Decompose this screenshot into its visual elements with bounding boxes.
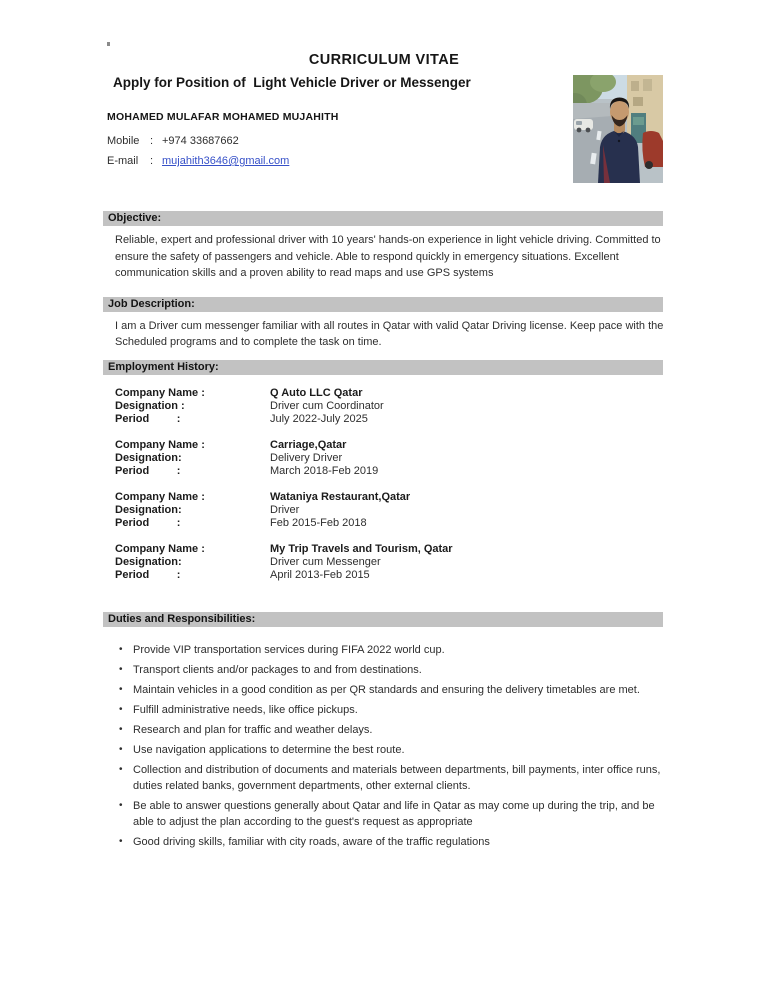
employment-row [115,452,768,465]
email-label: E-mail [107,155,139,167]
employment-row [115,556,768,569]
field-label: Designation: [115,503,182,516]
duty-text: Good driving skills, familiar with city roads, aware of the traffic regulations [133,835,490,848]
bullet-icon: • [119,723,123,735]
employment-row [115,439,768,452]
bullet-icon: • [119,763,123,775]
section-heading-employment-history: Employment History: [103,360,663,375]
bullet-icon: • [119,743,123,755]
field-label: Designation: [115,451,182,464]
duty-item [119,682,673,698]
duty-item [119,702,673,718]
field-value-company: My Trip Travels and Tourism, Qatar [270,542,453,555]
duty-text: Collection and distribution of documents and materials between departments, bill payments, inter office runs, duties related banks, government departments, other external clients. [133,763,661,792]
duty-item [119,834,673,850]
mobile-row [107,131,768,151]
duty-text: Be able to answer questions generally about Qatar and life in Qatar as may come up during the trip, and be able to adjust the plan according to the guest's request as appropriate [133,799,655,828]
employment-row [115,400,768,413]
bullet-icon: • [119,643,123,655]
employment-row [115,387,768,400]
duty-text: Research and plan for traffic and weather delays. [133,723,373,736]
field-value-company: Carriage,Qatar [270,438,347,451]
objective-text: Reliable, expert and professional driver with 10 years' hands-on experience in light vehicle driving. Committed to ensure the safety of passengers and vehicle. Able to respond quickly in emergency situations. Excellent communication skills and a proven ability to read maps and use GPS systems [115,234,661,279]
bullet-icon: • [119,683,123,695]
field-label: Company Name : [115,542,205,555]
section-heading-duties: Duties and Responsibilities: [103,612,663,627]
email-separator: : [150,155,154,167]
mobile-separator: : [150,135,154,147]
applicant-name: MOHAMED MULAFAR MOHAMED MUJAHITH [107,111,339,123]
field-value-company: Wataniya Restaurant,Qatar [270,490,411,503]
duty-text: Use navigation applications to determine the best route. [133,743,405,756]
employment-entry [115,543,768,582]
duty-text: Fulfill administrative needs, like office pickups. [133,703,358,716]
bullet-icon: • [119,703,123,715]
employment-row [115,504,768,517]
field-value-designation: Driver cum Coordinator [270,399,384,412]
employment-entry [115,387,768,426]
field-value-period: July 2022-July 2025 [270,412,368,425]
duty-text: Maintain vehicles in a good condition as per QR standards and ensuring the delivery timetables are met. [133,683,640,696]
field-value-designation: Delivery Driver [270,451,343,464]
field-label: Designation: [115,555,182,568]
position-subtitle: Apply for Position of Light Vehicle Driver or Messenger [113,75,471,90]
duty-text: Transport clients and/or packages to and from destinations. [133,663,422,676]
street-portrait-illustration [573,75,663,183]
duty-item [119,662,673,678]
section-heading-job-description: Job Description: [103,297,663,312]
stray-mark [107,42,110,46]
duties-list [119,642,673,850]
employment-entry [115,439,768,478]
job-description-text: I am a Driver cum messenger familiar with all routes in Qatar with valid Qatar Driving license. Keep pace with the Scheduled programs and to complete the task on time. [115,319,664,348]
field-label: Company Name : [115,438,205,451]
email-row [107,151,768,171]
field-value-period: April 2013-Feb 2015 [270,568,370,581]
section-heading-objective: Objective: [103,211,663,226]
field-label: Company Name : [115,490,205,503]
field-value-company: Q Auto LLC Qatar [270,386,363,399]
contact-block [107,131,768,171]
employment-row [115,517,768,530]
page-title: CURRICULUM VITAE [308,52,460,68]
bullet-icon: • [119,799,123,811]
bullet-icon: • [119,663,123,675]
field-label: Period : [115,516,181,529]
duty-item [119,742,673,758]
employment-history-block [115,387,768,582]
mobile-label: Mobile [107,135,140,147]
email-link[interactable]: mujahith3646@gmail.com [162,155,290,167]
field-label: Period : [115,464,181,477]
duty-item [119,642,673,658]
bullet-icon: • [119,835,123,847]
field-label: Period : [115,568,181,581]
applicant-photo [573,75,663,183]
field-label: Company Name : [115,386,205,399]
employment-row [115,569,768,582]
field-value-designation: Driver [270,503,300,516]
duty-item [119,722,673,738]
employment-row [115,491,768,504]
duty-item [119,798,673,830]
employment-row [115,413,768,426]
field-value-designation: Driver cum Messenger [270,555,381,568]
employment-entry [115,491,768,530]
employment-row [115,543,768,556]
field-value-period: March 2018-Feb 2019 [270,464,379,477]
employment-row [115,465,768,478]
field-label: Period : [115,412,181,425]
field-label: Designation : [115,399,185,412]
field-value-period: Feb 2015-Feb 2018 [270,516,367,529]
duty-text: Provide VIP transportation services during FIFA 2022 world cup. [133,643,445,656]
duty-item [119,762,673,794]
mobile-value: +974 33687662 [162,135,239,147]
